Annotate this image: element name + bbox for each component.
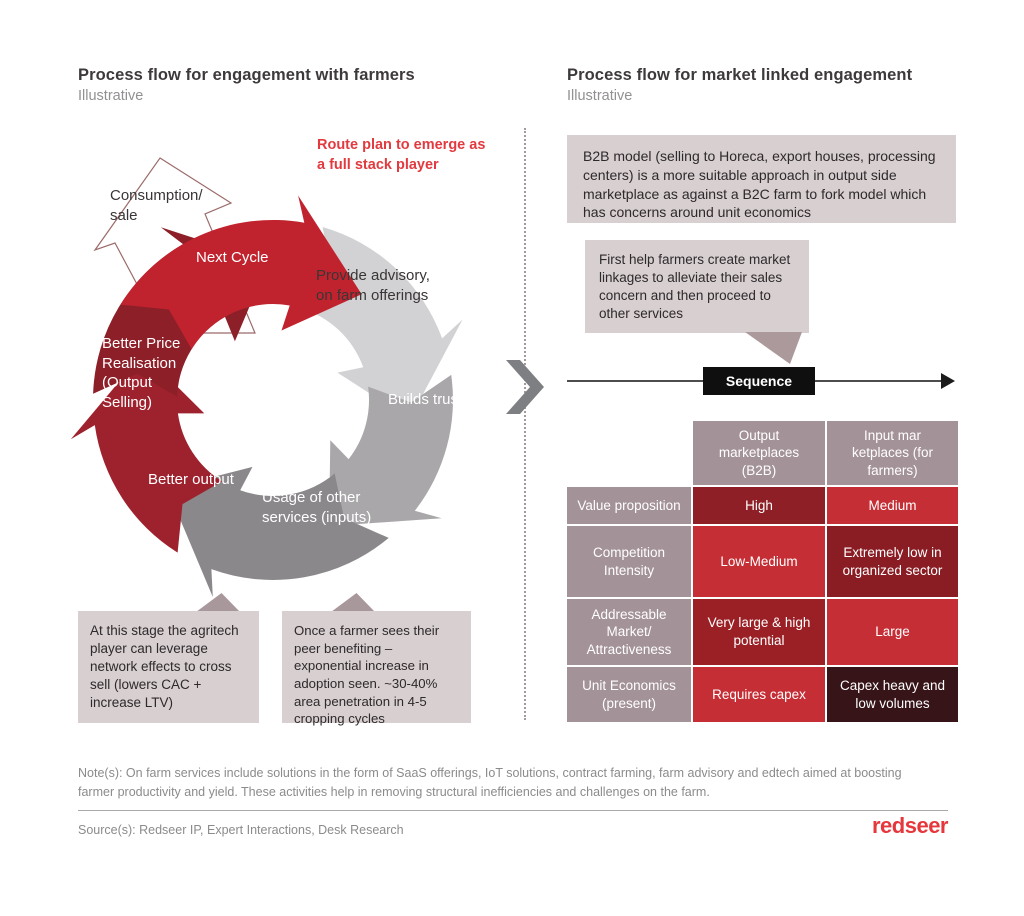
row-label-unit-economics: Unit Economics (present) bbox=[567, 667, 691, 722]
panel-divider bbox=[524, 128, 526, 720]
right-title: Process flow for market linked engagement bbox=[567, 66, 913, 84]
cycle-label-consumption: Consumption/ sale bbox=[110, 187, 203, 224]
row-label-value-proposition: Value proposition bbox=[567, 487, 691, 524]
b2b-model-box: B2B model (selling to Horeca, export houses, processing centers) is a more suitable approach in output side marketplace as against a B2C farm to fork model which has concerns around unit economics bbox=[567, 135, 956, 223]
sequence-arrowhead-icon bbox=[941, 373, 955, 389]
table-cell: Low-Medium bbox=[693, 526, 825, 597]
table-corner-spacer bbox=[567, 421, 691, 485]
left-panel-header bbox=[78, 66, 415, 104]
redseer-logo: redseer bbox=[871, 813, 948, 838]
row-label-competition-intensity: Competition Intensity bbox=[567, 526, 691, 597]
cycle-label-better-price: Better Price Realisation (Output Selling) bbox=[102, 335, 181, 411]
table-cell: High bbox=[693, 487, 825, 524]
cycle-label-next-cycle: Next Cycle bbox=[196, 249, 269, 266]
table-cell: Requires capex bbox=[693, 667, 825, 722]
sequence-label: Sequence bbox=[703, 367, 815, 395]
table-cell: Large bbox=[827, 599, 958, 665]
chevron-right-icon bbox=[504, 360, 544, 414]
cycle-label-usage-services: Usage of other services (inputs) bbox=[262, 489, 372, 526]
table-header-output: Output marketplaces (B2B) bbox=[693, 421, 825, 485]
market-linkage-bubble: First help farmers create market linkages to alleviate their sales concern and then proceed to other services bbox=[585, 240, 809, 333]
cycle-label-better-output: Better output bbox=[148, 471, 234, 488]
callout-network-effects: At this stage the agritech player can leverage network effects to cross sell (lowers CAC + increase LTV) bbox=[78, 611, 259, 723]
table-cell: Extremely low in organized sector bbox=[827, 526, 958, 597]
cycle-label-builds-trust: Builds trust bbox=[388, 391, 463, 408]
footer-note: Note(s): On farm services include solutions in the form of SaaS offerings, IoT solutions, contract farming, farm advisory and edtech aimed at boosting farmer productivity and yield. These activities help in removing structural inefficiencies and challenges on the farm. bbox=[78, 766, 902, 799]
cycle-label-provide-advisory: Provide advisory, on farm offerings bbox=[316, 267, 430, 304]
left-title: Process flow for engagement with farmers bbox=[78, 66, 415, 84]
bubble-tail bbox=[735, 332, 805, 366]
table-cell: Capex heavy and low volumes bbox=[827, 667, 958, 722]
table-cell: Medium bbox=[827, 487, 958, 524]
callout-peer-adoption: Once a farmer sees their peer benefiting – exponential increase in adoption seen. ~30-40% area penetration in 4-5 cropping cycles bbox=[282, 611, 471, 723]
left-subtitle: Illustrative bbox=[78, 88, 144, 104]
cycle-diagram bbox=[55, 148, 485, 623]
footer-divider bbox=[78, 810, 948, 811]
footer-source: Source(s): Redseer IP, Expert Interactions, Desk Research bbox=[78, 823, 404, 837]
table-header-input: Input mar ketplaces (for farmers) bbox=[827, 421, 958, 485]
comparison-table bbox=[567, 421, 958, 722]
right-subtitle: Illustrative bbox=[567, 88, 633, 104]
route-plan-annotation: Route plan to emerge as a full stack player bbox=[317, 137, 486, 173]
right-panel-header bbox=[567, 66, 912, 104]
row-label-addressable-market: Addressable Market/ Attractiveness bbox=[567, 599, 691, 665]
table-cell: Very large & high potential bbox=[693, 599, 825, 665]
